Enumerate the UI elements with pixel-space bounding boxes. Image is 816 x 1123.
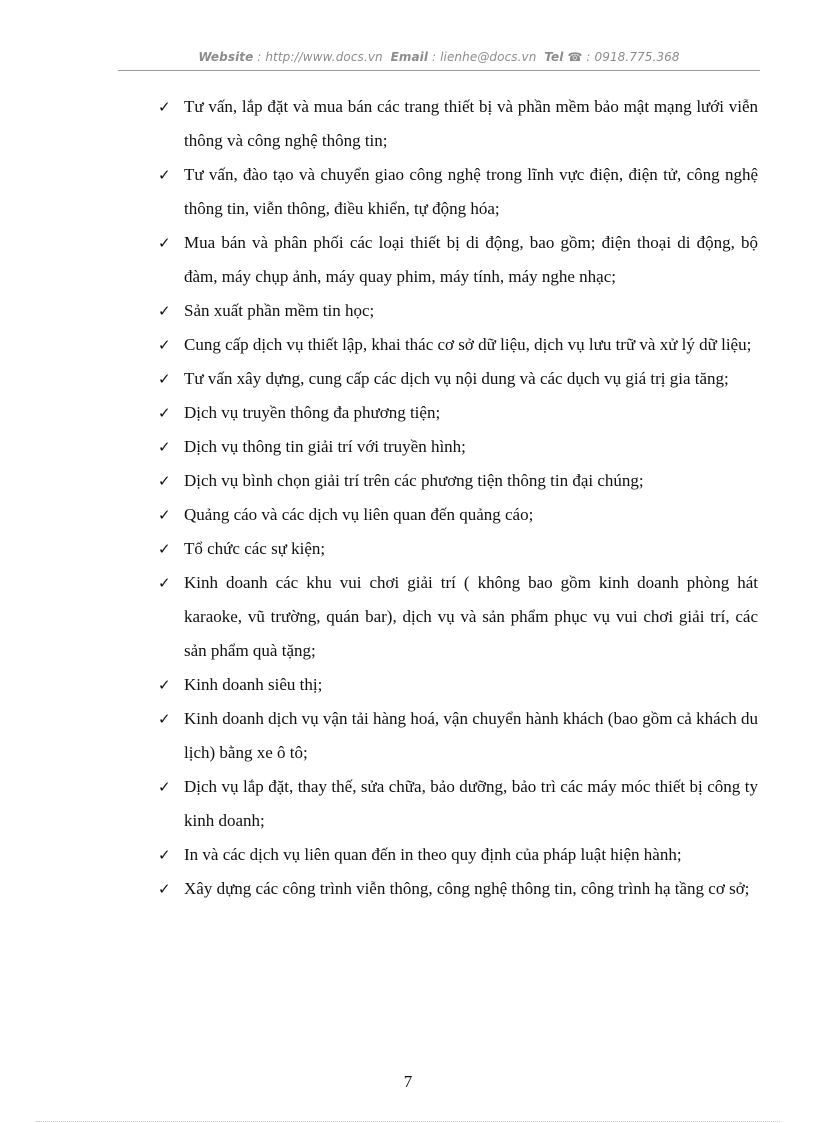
list-item-text: Dịch vụ lắp đặt, thay thế, sửa chữa, bảo dưỡng, bảo trì các máy móc thiết bị công ty kinh doanh; bbox=[184, 777, 758, 830]
checkmark-icon: ✓ bbox=[158, 472, 171, 490]
header-divider bbox=[118, 70, 760, 71]
checkmark-icon: ✓ bbox=[158, 234, 171, 252]
list-item bbox=[158, 226, 758, 294]
list-item bbox=[158, 362, 758, 396]
checkmark-icon: ✓ bbox=[158, 404, 171, 422]
list-item bbox=[158, 90, 758, 158]
list-item-text: Kinh doanh các khu vui chơi giải trí ( không bao gồm kinh doanh phòng hát karaoke, vũ trường, quán bar), dịch vụ và sản phẩm phục vụ vui chơi giải trí, các sản phẩm quà tặng; bbox=[184, 573, 758, 660]
list-item bbox=[158, 838, 758, 872]
checkmark-icon: ✓ bbox=[158, 574, 171, 592]
email-value: : lienhe@docs.vn bbox=[428, 50, 537, 64]
tel-label: Tel bbox=[544, 50, 564, 64]
tel-value: : 0918.775.368 bbox=[582, 50, 680, 64]
checkmark-icon: ✓ bbox=[158, 166, 171, 184]
list-item-text: Sản xuất phần mềm tin học; bbox=[184, 301, 375, 320]
list-item-text: Dịch vụ thông tin giải trí với truyền hình; bbox=[184, 437, 466, 456]
list-item bbox=[158, 872, 758, 906]
list-item bbox=[158, 702, 758, 770]
checkmark-icon: ✓ bbox=[158, 438, 171, 456]
checkmark-icon: ✓ bbox=[158, 846, 171, 864]
page-header bbox=[118, 50, 760, 64]
list-item-text: Quảng cáo và các dịch vụ liên quan đến quảng cáo; bbox=[184, 505, 534, 524]
checkmark-icon: ✓ bbox=[158, 676, 171, 694]
list-item bbox=[158, 328, 758, 362]
checkmark-icon: ✓ bbox=[158, 710, 171, 728]
list-item bbox=[158, 668, 758, 702]
list-item-text: Mua bán và phân phối các loại thiết bị di động, bao gồm; điện thoại di động, bộ đàm, máy chụp ảnh, máy quay phim, máy tính, máy nghe nhạc; bbox=[184, 233, 758, 286]
list-item bbox=[158, 464, 758, 498]
list-item-text: Xây dựng các công trình viễn thông, công nghệ thông tin, công trình hạ tầng cơ sở; bbox=[184, 879, 750, 898]
list-item bbox=[158, 770, 758, 838]
checkmark-icon: ✓ bbox=[158, 336, 171, 354]
email-label: Email bbox=[390, 50, 429, 64]
list-item bbox=[158, 498, 758, 532]
list-item-text: Kinh doanh dịch vụ vận tải hàng hoá, vận chuyển hành khách (bao gồm cả khách du lịch) bằng xe ô tô; bbox=[184, 709, 758, 762]
list-item bbox=[158, 566, 758, 668]
business-activities-list bbox=[158, 90, 758, 906]
website-label: Website bbox=[198, 50, 254, 64]
website-value: : http://www.docs.vn bbox=[253, 50, 383, 64]
list-item-text: Tư vấn, lắp đặt và mua bán các trang thiết bị và phần mềm bảo mật mạng lưới viễn thông và công nghệ thông tin; bbox=[184, 97, 758, 150]
checkmark-icon: ✓ bbox=[158, 98, 171, 116]
list-item-text: Cung cấp dịch vụ thiết lập, khai thác cơ sở dữ liệu, dịch vụ lưu trữ và xử lý dữ liệu; bbox=[184, 335, 752, 354]
list-item-text: Tư vấn xây dựng, cung cấp các dịch vụ nội dung và các dụch vụ giá trị gia tăng; bbox=[184, 369, 729, 388]
list-item bbox=[158, 294, 758, 328]
checkmark-icon: ✓ bbox=[158, 370, 171, 388]
checkmark-icon: ✓ bbox=[158, 778, 171, 796]
list-item-text: Kinh doanh siêu thị; bbox=[184, 675, 323, 694]
footer-divider bbox=[36, 1121, 780, 1122]
list-item bbox=[158, 158, 758, 226]
list-item-text: Dịch vụ truyền thông đa phương tiện; bbox=[184, 403, 441, 422]
checkmark-icon: ✓ bbox=[158, 506, 171, 524]
checkmark-icon: ✓ bbox=[158, 302, 171, 320]
list-item bbox=[158, 396, 758, 430]
telephone-icon: ☎ bbox=[567, 50, 583, 64]
list-item-text: Tư vấn, đào tạo và chuyển giao công nghệ trong lĩnh vực điện, điện tử, công nghệ thông tin, viễn thông, điều khiển, tự động hóa; bbox=[184, 165, 758, 218]
list-item-text: In và các dịch vụ liên quan đến in theo quy định của pháp luật hiện hành; bbox=[184, 845, 682, 864]
list-item bbox=[158, 532, 758, 566]
list-item-text: Tổ chức các sự kiện; bbox=[184, 539, 326, 558]
checkmark-icon: ✓ bbox=[158, 540, 171, 558]
list-item bbox=[158, 430, 758, 464]
page-number: 7 bbox=[403, 1072, 413, 1091]
list-item-text: Dịch vụ bình chọn giải trí trên các phương tiện thông tin đại chúng; bbox=[184, 471, 644, 490]
checkmark-icon: ✓ bbox=[158, 880, 171, 898]
